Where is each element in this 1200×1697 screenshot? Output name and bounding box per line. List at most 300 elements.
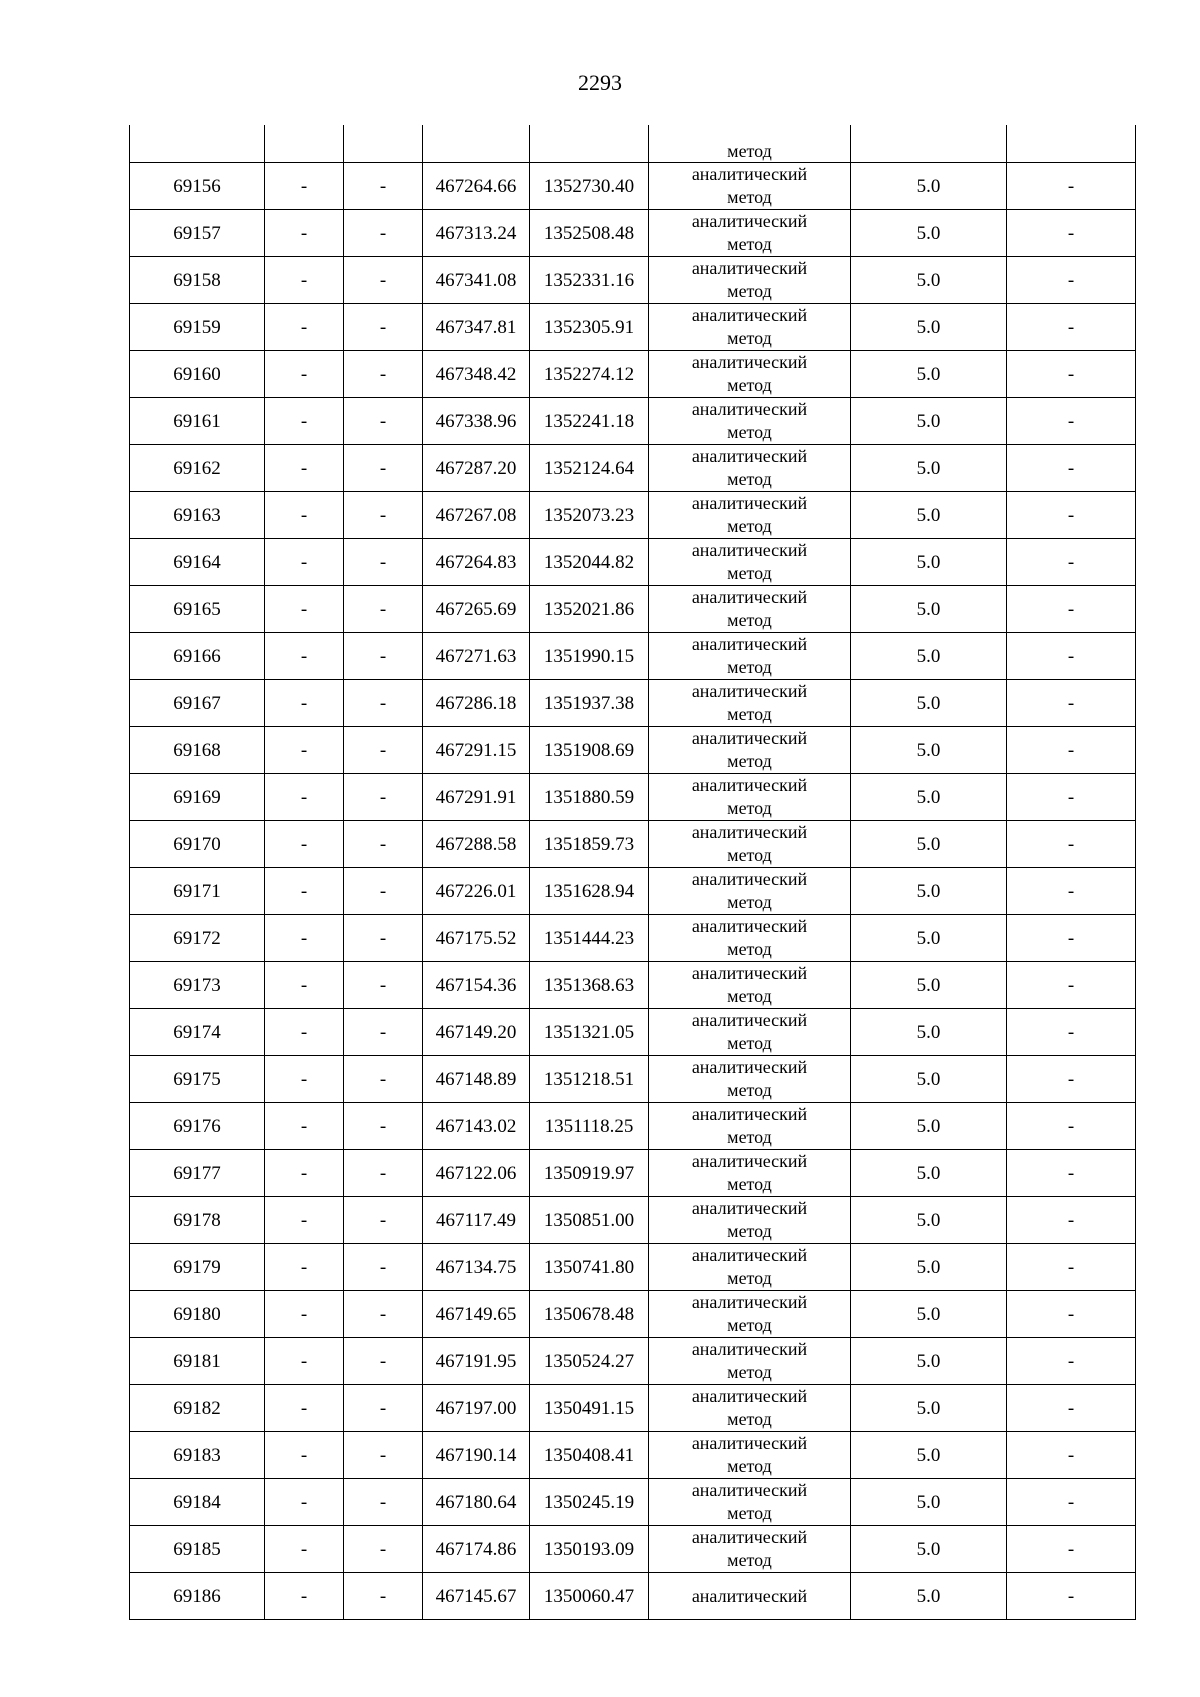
method-text-line2: метод (727, 657, 772, 677)
method-text-line1: аналитический (691, 211, 808, 231)
x-coordinate-cell: 467267.08 (423, 492, 530, 539)
empty-value-cell: - (265, 1150, 344, 1197)
method-text-line2: метод (727, 986, 772, 1006)
empty-value-cell: - (265, 163, 344, 210)
empty-value-cell: - (344, 1385, 423, 1432)
method-text-line1: аналитический (691, 587, 808, 607)
empty-value-cell: - (344, 351, 423, 398)
empty-value-cell: - (1007, 539, 1136, 586)
table-row (130, 163, 1136, 210)
x-coordinate-cell: 467313.24 (423, 210, 530, 257)
y-coordinate-cell: 1350851.00 (530, 1197, 649, 1244)
point-number-cell: 69182 (130, 1385, 265, 1432)
table-body (130, 125, 1136, 1620)
y-coordinate-cell: 1350678.48 (530, 1291, 649, 1338)
table-cell (851, 125, 1007, 163)
method-text-line2: метод (727, 1221, 772, 1241)
empty-value-cell: - (344, 163, 423, 210)
method-text-line1: аналитический (691, 1057, 808, 1077)
table-row (130, 539, 1136, 586)
method-cell (649, 1479, 851, 1526)
page-number: 2293 (578, 70, 622, 95)
table-row (130, 915, 1136, 962)
method-text-line2: метод (727, 704, 772, 724)
method-text-line1: аналитический (691, 869, 808, 889)
method-text-line1: аналитический (691, 540, 808, 560)
x-coordinate-cell: 467291.15 (423, 727, 530, 774)
accuracy-cell: 5.0 (851, 1385, 1007, 1432)
method-text-line2: метод (727, 234, 772, 254)
method-text-line2: метод (727, 281, 772, 301)
empty-value-cell: - (265, 1573, 344, 1620)
method-text-line2: метод (727, 516, 772, 536)
point-number-cell: 69159 (130, 304, 265, 351)
point-number-cell: 69179 (130, 1244, 265, 1291)
method-cell (649, 1197, 851, 1244)
empty-value-cell: - (1007, 210, 1136, 257)
table-cell (130, 125, 265, 163)
empty-value-cell: - (344, 1103, 423, 1150)
point-number-cell: 69169 (130, 774, 265, 821)
empty-value-cell: - (1007, 492, 1136, 539)
empty-value-cell: - (265, 1385, 344, 1432)
method-text-line2: метод (727, 1550, 772, 1570)
empty-value-cell: - (265, 257, 344, 304)
method-text-line1: аналитический (691, 1480, 808, 1500)
empty-value-cell: - (1007, 1056, 1136, 1103)
x-coordinate-cell: 467148.89 (423, 1056, 530, 1103)
y-coordinate-cell: 1350408.41 (530, 1432, 649, 1479)
table-row (130, 1103, 1136, 1150)
method-text-line2: метод (727, 469, 772, 489)
method-cell (649, 1573, 851, 1620)
empty-value-cell: - (265, 1526, 344, 1573)
accuracy-cell: 5.0 (851, 539, 1007, 586)
x-coordinate-cell: 467134.75 (423, 1244, 530, 1291)
accuracy-cell: 5.0 (851, 1291, 1007, 1338)
point-number-cell: 69172 (130, 915, 265, 962)
method-text-line1: аналитический (691, 681, 808, 701)
empty-value-cell: - (344, 868, 423, 915)
point-number-cell: 69175 (130, 1056, 265, 1103)
point-number-cell: 69184 (130, 1479, 265, 1526)
point-number-cell: 69162 (130, 445, 265, 492)
empty-value-cell: - (265, 727, 344, 774)
method-cell (649, 1056, 851, 1103)
method-cell (649, 774, 851, 821)
x-coordinate-cell: 467348.42 (423, 351, 530, 398)
empty-value-cell: - (344, 1197, 423, 1244)
accuracy-cell: 5.0 (851, 1338, 1007, 1385)
accuracy-cell: 5.0 (851, 1056, 1007, 1103)
empty-value-cell: - (1007, 633, 1136, 680)
x-coordinate-cell: 467175.52 (423, 915, 530, 962)
method-cell (649, 727, 851, 774)
y-coordinate-cell: 1350060.47 (530, 1573, 649, 1620)
method-text-line2: метод (727, 892, 772, 912)
table-cell (265, 125, 344, 163)
method-text-line1: аналитический (691, 1339, 808, 1359)
accuracy-cell: 5.0 (851, 1244, 1007, 1291)
point-number-cell: 69157 (130, 210, 265, 257)
accuracy-cell: 5.0 (851, 586, 1007, 633)
table-row (130, 1150, 1136, 1197)
y-coordinate-cell: 1351628.94 (530, 868, 649, 915)
empty-value-cell: - (265, 1103, 344, 1150)
point-number-cell: 69166 (130, 633, 265, 680)
empty-value-cell: - (344, 1009, 423, 1056)
empty-value-cell: - (1007, 257, 1136, 304)
empty-value-cell: - (344, 210, 423, 257)
method-cell (649, 539, 851, 586)
table-row (130, 1291, 1136, 1338)
accuracy-cell: 5.0 (851, 257, 1007, 304)
method-cell (649, 125, 851, 163)
y-coordinate-cell: 1350524.27 (530, 1338, 649, 1385)
empty-value-cell: - (265, 1244, 344, 1291)
method-cell (649, 163, 851, 210)
x-coordinate-cell: 467271.63 (423, 633, 530, 680)
method-cell (649, 1244, 851, 1291)
method-text-line1: аналитический (691, 164, 808, 184)
empty-value-cell: - (344, 398, 423, 445)
y-coordinate-cell: 1351444.23 (530, 915, 649, 962)
x-coordinate-cell: 467122.06 (423, 1150, 530, 1197)
empty-value-cell: - (344, 539, 423, 586)
empty-value-cell: - (344, 1150, 423, 1197)
y-coordinate-cell: 1351321.05 (530, 1009, 649, 1056)
y-coordinate-cell: 1351368.63 (530, 962, 649, 1009)
y-coordinate-cell: 1352274.12 (530, 351, 649, 398)
table-row (130, 1432, 1136, 1479)
empty-value-cell: - (1007, 304, 1136, 351)
empty-value-cell: - (344, 1573, 423, 1620)
method-text-line1: аналитический (691, 1151, 808, 1171)
y-coordinate-cell: 1352124.64 (530, 445, 649, 492)
method-text-line1: аналитический (691, 399, 808, 419)
empty-value-cell: - (1007, 1338, 1136, 1385)
empty-value-cell: - (265, 304, 344, 351)
point-number-cell: 69163 (130, 492, 265, 539)
x-coordinate-cell: 467197.00 (423, 1385, 530, 1432)
empty-value-cell: - (1007, 962, 1136, 1009)
method-text-line2: метод (727, 1268, 772, 1288)
table-cell (530, 125, 649, 163)
point-number-cell: 69158 (130, 257, 265, 304)
method-text-line2: метод (727, 1456, 772, 1476)
point-number-cell: 69173 (130, 962, 265, 1009)
method-text-line1: аналитический (691, 822, 808, 842)
empty-value-cell: - (1007, 1432, 1136, 1479)
table-row (130, 821, 1136, 868)
accuracy-cell: 5.0 (851, 163, 1007, 210)
table-cell (1007, 125, 1136, 163)
method-text-line2: метод (727, 1174, 772, 1194)
y-coordinate-cell: 1352508.48 (530, 210, 649, 257)
accuracy-cell: 5.0 (851, 962, 1007, 1009)
method-text-line1: аналитический (691, 1198, 808, 1218)
y-coordinate-cell: 1351859.73 (530, 821, 649, 868)
x-coordinate-cell: 467286.18 (423, 680, 530, 727)
table-row (130, 868, 1136, 915)
empty-value-cell: - (265, 445, 344, 492)
method-text-line2: метод (727, 328, 772, 348)
empty-value-cell: - (344, 1244, 423, 1291)
method-text-line2: метод (727, 1315, 772, 1335)
table-row (130, 1244, 1136, 1291)
x-coordinate-cell: 467264.83 (423, 539, 530, 586)
accuracy-cell: 5.0 (851, 1009, 1007, 1056)
point-number-cell: 69168 (130, 727, 265, 774)
y-coordinate-cell: 1350491.15 (530, 1385, 649, 1432)
empty-value-cell: - (1007, 398, 1136, 445)
method-text-line1: аналитический (691, 305, 808, 325)
x-coordinate-cell: 467265.69 (423, 586, 530, 633)
method-text-line1: аналитический (691, 1386, 808, 1406)
empty-value-cell: - (1007, 821, 1136, 868)
empty-value-cell: - (265, 1291, 344, 1338)
point-number-cell: 69180 (130, 1291, 265, 1338)
method-cell (649, 1526, 851, 1573)
method-text-line2: метод (727, 751, 772, 771)
method-text-line1: аналитический (691, 1010, 808, 1030)
x-coordinate-cell: 467191.95 (423, 1338, 530, 1385)
method-text-line1: аналитический (691, 1585, 808, 1606)
empty-value-cell: - (1007, 727, 1136, 774)
x-coordinate-cell: 467226.01 (423, 868, 530, 915)
table-row (130, 680, 1136, 727)
x-coordinate-cell: 467149.20 (423, 1009, 530, 1056)
point-number-cell: 69164 (130, 539, 265, 586)
empty-value-cell: - (265, 210, 344, 257)
table-row (130, 1526, 1136, 1573)
table-row (130, 1197, 1136, 1244)
empty-value-cell: - (344, 1056, 423, 1103)
empty-value-cell: - (1007, 1244, 1136, 1291)
method-cell (649, 962, 851, 1009)
y-coordinate-cell: 1352331.16 (530, 257, 649, 304)
method-text-line2: метод (727, 798, 772, 818)
point-number-cell: 69167 (130, 680, 265, 727)
method-text-line1: аналитический (691, 1245, 808, 1265)
method-text-line1: аналитический (691, 446, 808, 466)
empty-value-cell: - (265, 1338, 344, 1385)
method-text-line2: метод (727, 1127, 772, 1147)
method-text-line2: метод (727, 845, 772, 865)
empty-value-cell: - (1007, 915, 1136, 962)
table-row (130, 1479, 1136, 1526)
x-coordinate-cell: 467338.96 (423, 398, 530, 445)
point-number-cell: 69170 (130, 821, 265, 868)
point-number-cell: 69165 (130, 586, 265, 633)
method-cell (649, 633, 851, 680)
x-coordinate-cell: 467143.02 (423, 1103, 530, 1150)
empty-value-cell: - (344, 1338, 423, 1385)
point-number-cell: 69186 (130, 1573, 265, 1620)
x-coordinate-cell: 467145.67 (423, 1573, 530, 1620)
empty-value-cell: - (265, 398, 344, 445)
method-cell (649, 1009, 851, 1056)
point-number-cell: 69185 (130, 1526, 265, 1573)
y-coordinate-cell: 1352021.86 (530, 586, 649, 633)
method-text-line1: аналитический (691, 1527, 808, 1547)
empty-value-cell: - (344, 1479, 423, 1526)
x-coordinate-cell: 467149.65 (423, 1291, 530, 1338)
method-text-line2: метод (727, 610, 772, 630)
table-row (130, 633, 1136, 680)
table-row (130, 727, 1136, 774)
empty-value-cell: - (344, 586, 423, 633)
empty-value-cell: - (1007, 351, 1136, 398)
table-row (130, 1385, 1136, 1432)
accuracy-cell: 5.0 (851, 1479, 1007, 1526)
empty-value-cell: - (344, 1526, 423, 1573)
y-coordinate-cell: 1351218.51 (530, 1056, 649, 1103)
accuracy-cell: 5.0 (851, 633, 1007, 680)
method-cell (649, 1103, 851, 1150)
method-text-line1: аналитический (691, 352, 808, 372)
method-cell (649, 257, 851, 304)
accuracy-cell: 5.0 (851, 210, 1007, 257)
empty-value-cell: - (265, 1056, 344, 1103)
method-text-line1: аналитический (691, 1292, 808, 1312)
point-number-cell: 69156 (130, 163, 265, 210)
accuracy-cell: 5.0 (851, 1150, 1007, 1197)
x-coordinate-cell: 467154.36 (423, 962, 530, 1009)
accuracy-cell: 5.0 (851, 821, 1007, 868)
x-coordinate-cell: 467264.66 (423, 163, 530, 210)
accuracy-cell: 5.0 (851, 1197, 1007, 1244)
empty-value-cell: - (344, 821, 423, 868)
method-cell (649, 680, 851, 727)
table-row (130, 1573, 1136, 1620)
x-coordinate-cell: 467190.14 (423, 1432, 530, 1479)
method-text: метод (727, 141, 772, 161)
y-coordinate-cell: 1350193.09 (530, 1526, 649, 1573)
table-cell (423, 125, 530, 163)
accuracy-cell: 5.0 (851, 304, 1007, 351)
empty-value-cell: - (1007, 1526, 1136, 1573)
method-cell (649, 304, 851, 351)
empty-value-cell: - (344, 633, 423, 680)
accuracy-cell: 5.0 (851, 445, 1007, 492)
y-coordinate-cell: 1351908.69 (530, 727, 649, 774)
empty-value-cell: - (1007, 1009, 1136, 1056)
empty-value-cell: - (265, 492, 344, 539)
method-text-line2: метод (727, 375, 772, 395)
empty-value-cell: - (344, 962, 423, 1009)
method-text-line1: аналитический (691, 493, 808, 513)
method-cell (649, 1291, 851, 1338)
empty-value-cell: - (265, 821, 344, 868)
x-coordinate-cell: 467180.64 (423, 1479, 530, 1526)
empty-value-cell: - (344, 774, 423, 821)
x-coordinate-cell: 467287.20 (423, 445, 530, 492)
empty-value-cell: - (265, 1197, 344, 1244)
method-cell (649, 1150, 851, 1197)
empty-value-cell: - (1007, 1103, 1136, 1150)
method-cell (649, 398, 851, 445)
method-text-line1: аналитический (691, 1433, 808, 1453)
accuracy-cell: 5.0 (851, 1103, 1007, 1150)
empty-value-cell: - (265, 586, 344, 633)
table-row (130, 492, 1136, 539)
method-cell (649, 492, 851, 539)
method-text-line1: аналитический (691, 634, 808, 654)
empty-value-cell: - (1007, 1197, 1136, 1244)
method-text-line2: метод (727, 563, 772, 583)
empty-value-cell: - (265, 680, 344, 727)
method-text-line2: метод (727, 1080, 772, 1100)
x-coordinate-cell: 467174.86 (423, 1526, 530, 1573)
empty-value-cell: - (265, 633, 344, 680)
empty-value-cell: - (1007, 1150, 1136, 1197)
method-cell (649, 1338, 851, 1385)
empty-value-cell: - (344, 492, 423, 539)
empty-value-cell: - (265, 539, 344, 586)
method-cell (649, 351, 851, 398)
empty-value-cell: - (1007, 868, 1136, 915)
empty-value-cell: - (344, 1432, 423, 1479)
x-coordinate-cell: 467117.49 (423, 1197, 530, 1244)
table-row (130, 1338, 1136, 1385)
point-number-cell: 69181 (130, 1338, 265, 1385)
point-number-cell: 69160 (130, 351, 265, 398)
empty-value-cell: - (344, 915, 423, 962)
y-coordinate-cell: 1352241.18 (530, 398, 649, 445)
table-row (130, 962, 1136, 1009)
y-coordinate-cell: 1352730.40 (530, 163, 649, 210)
accuracy-cell: 5.0 (851, 1526, 1007, 1573)
method-text-line2: метод (727, 187, 772, 207)
accuracy-cell: 5.0 (851, 1432, 1007, 1479)
empty-value-cell: - (344, 727, 423, 774)
table-row (130, 774, 1136, 821)
empty-value-cell: - (1007, 774, 1136, 821)
accuracy-cell: 5.0 (851, 680, 1007, 727)
y-coordinate-cell: 1352073.23 (530, 492, 649, 539)
coordinates-table (129, 125, 1136, 1620)
method-text-line1: аналитический (691, 916, 808, 936)
method-cell (649, 821, 851, 868)
empty-value-cell: - (344, 445, 423, 492)
table-row (130, 1009, 1136, 1056)
point-number-cell: 69183 (130, 1432, 265, 1479)
y-coordinate-cell: 1352305.91 (530, 304, 649, 351)
table-row (130, 257, 1136, 304)
empty-value-cell: - (1007, 1573, 1136, 1620)
y-coordinate-cell: 1352044.82 (530, 539, 649, 586)
accuracy-cell: 5.0 (851, 915, 1007, 962)
table-cell (344, 125, 423, 163)
accuracy-cell: 5.0 (851, 351, 1007, 398)
empty-value-cell: - (1007, 586, 1136, 633)
empty-value-cell: - (265, 915, 344, 962)
point-number-cell: 69176 (130, 1103, 265, 1150)
accuracy-cell: 5.0 (851, 774, 1007, 821)
accuracy-cell: 5.0 (851, 492, 1007, 539)
table-row (130, 398, 1136, 445)
accuracy-cell: 5.0 (851, 1573, 1007, 1620)
empty-value-cell: - (1007, 680, 1136, 727)
method-text-line2: метод (727, 939, 772, 959)
empty-value-cell: - (1007, 1385, 1136, 1432)
empty-value-cell: - (344, 304, 423, 351)
empty-value-cell: - (265, 351, 344, 398)
method-text-line2: метод (727, 1362, 772, 1382)
empty-value-cell: - (344, 257, 423, 304)
point-number-cell: 69174 (130, 1009, 265, 1056)
